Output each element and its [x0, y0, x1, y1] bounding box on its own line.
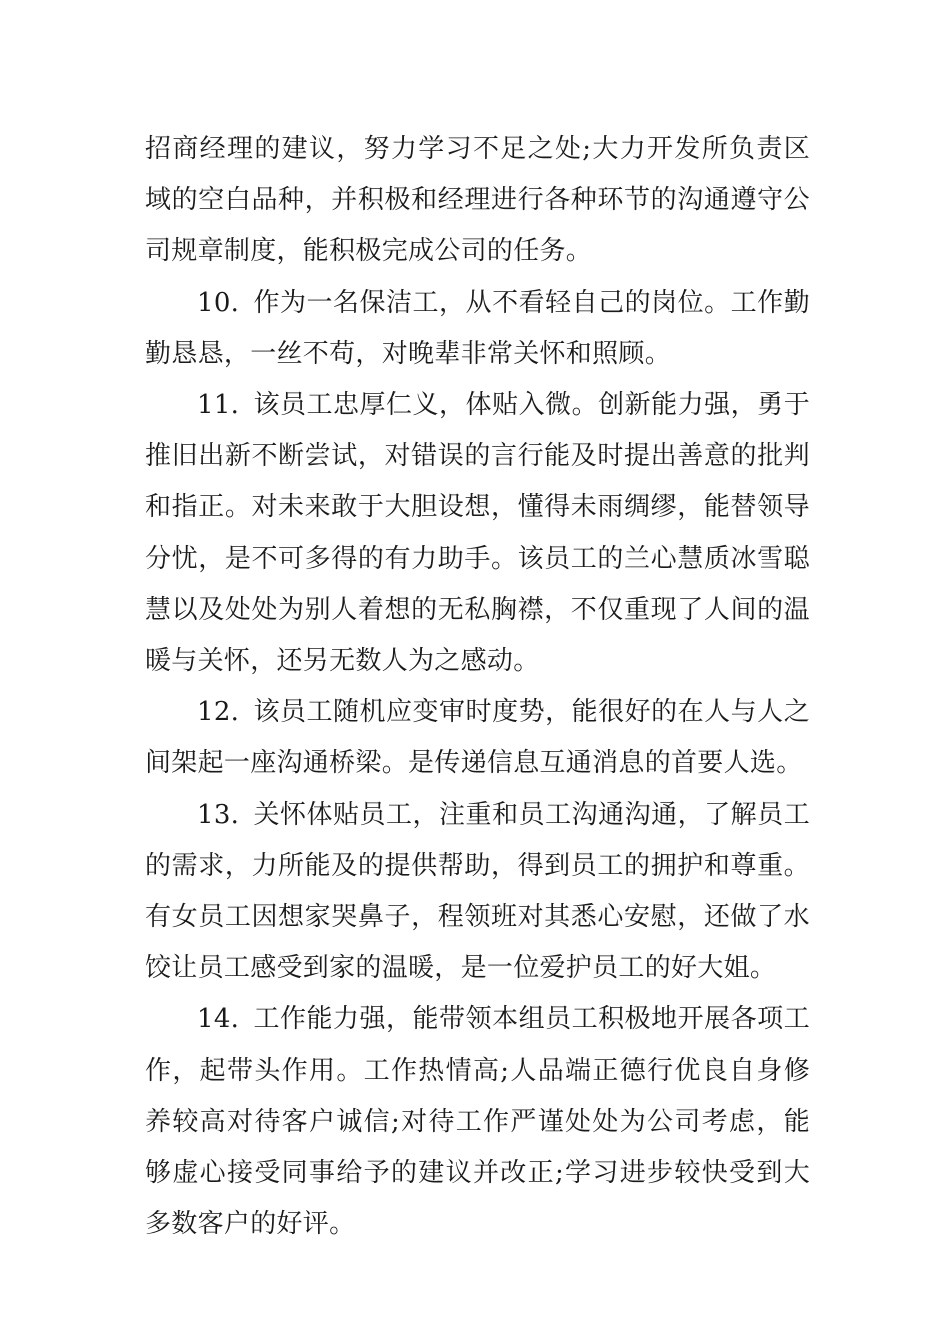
item-number: 14. — [197, 1004, 240, 1035]
paragraph-item-14 — [145, 994, 810, 1250]
document-body — [145, 124, 810, 1250]
paragraph-item-12 — [145, 687, 810, 789]
item-number: 10. — [197, 287, 240, 318]
item-number: 11. — [197, 390, 240, 421]
paragraph-item-10 — [145, 278, 810, 380]
paragraph-text: 该员工忠厚仁义，体贴入微。创新能力强，勇于推旧出新不断尝试，对错误的言行能及时提出善意的批判和指正。对未来敢于大胆设想，懂得未雨绸缪，能替领导分忧，是不可多得的有力助手。该员工的兰心慧质冰雪聪慧以及处处为别人着想的无私胸襟，不仅重现了人间的温暖与关怀，还另无数人为之感动。 — [145, 390, 810, 677]
paragraph-text: 工作能力强，能带领本组员工积极地开展各项工作，起带头作用。工作热情高;人品端正德行优良自身修养较高对待客户诚信;对待工作严谨处处为公司考虑，能够虚心接受同事给予的建议并改正;学习进步较快受到大多数客户的好评。 — [145, 1004, 810, 1240]
item-number: 13. — [197, 799, 240, 830]
paragraph-text: 作为一名保洁工，从不看轻自己的岗位。工作勤勤恳恳，一丝不苟，对晚辈非常关怀和照顾。 — [145, 287, 810, 369]
paragraph-item-11 — [145, 380, 810, 687]
paragraph-text: 该员工随机应变审时度势，能很好的在人与人之间架起一座沟通桥梁。是传递信息互通消息的首要人选。 — [145, 697, 810, 779]
paragraph-continued — [145, 124, 810, 278]
paragraph-text: 招商经理的建议，努力学习不足之处;大力开发所负责区域的空白品种，并积极和经理进行各种环节的沟通遵守公司规章制度，能积极完成公司的任务。 — [145, 134, 810, 267]
paragraph-item-13 — [145, 790, 810, 995]
item-number: 12. — [197, 697, 240, 728]
paragraph-text: 关怀体贴员工，注重和员工沟通沟通，了解员工的需求，力所能及的提供帮助，得到员工的拥护和尊重。有女员工因想家哭鼻子，程领班对其悉心安慰，还做了水饺让员工感受到家的温暖，是一位爱护员工的好大姐。 — [145, 799, 810, 984]
